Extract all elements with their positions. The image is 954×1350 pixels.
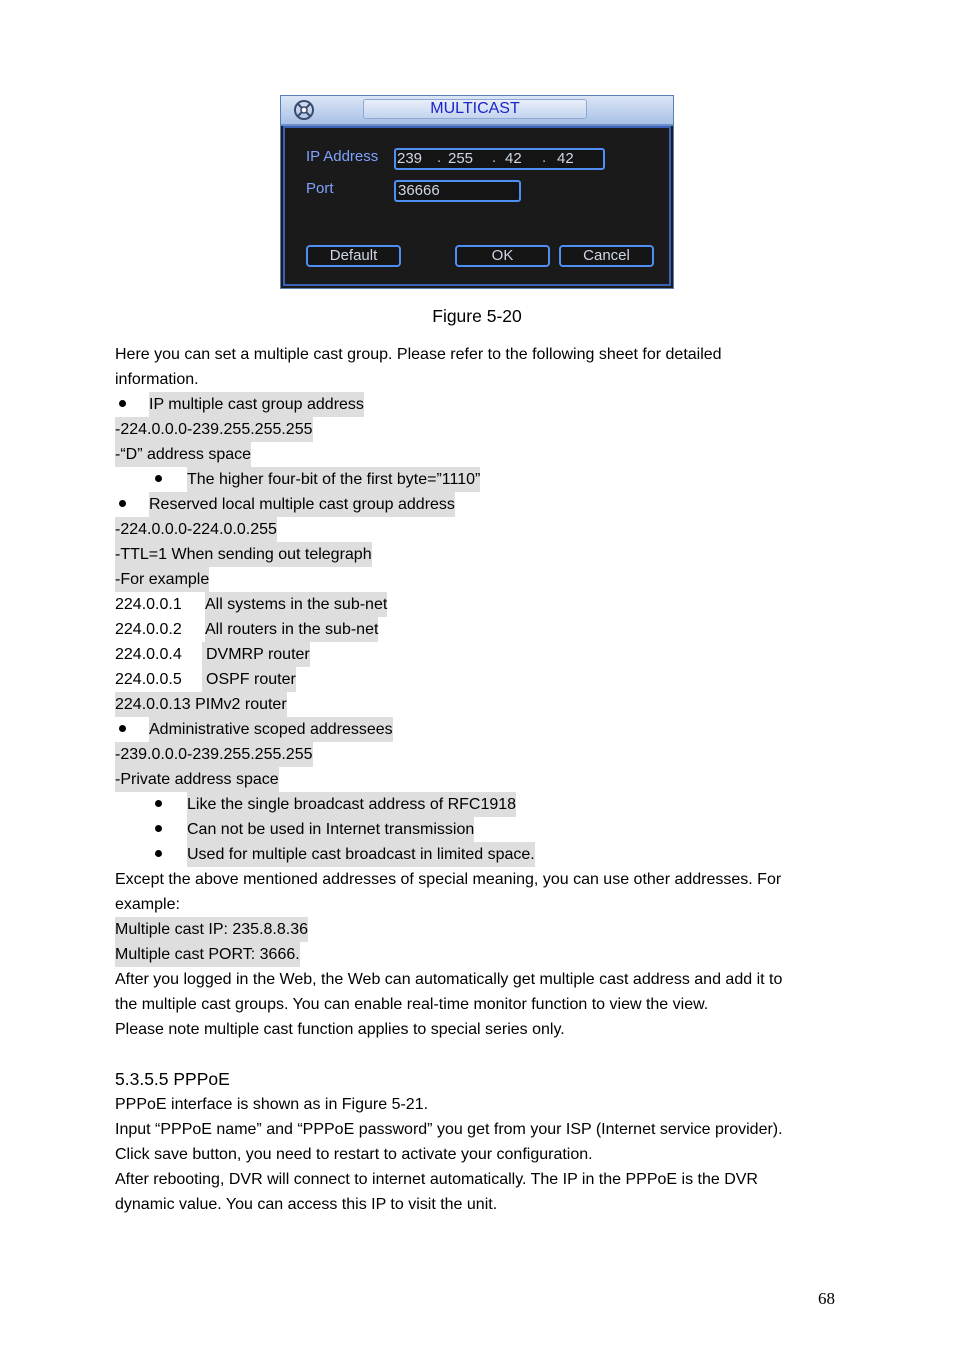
figure-caption: Figure 5-20 xyxy=(432,306,522,326)
bullet-icon xyxy=(155,825,162,832)
example-description: All systems in the sub-net xyxy=(205,592,387,617)
section-line: PPPoE interface is shown as in Figure 5-21. xyxy=(115,1096,429,1113)
ip-group-sub-bullet: The higher four-bit of the first byte=”1110” xyxy=(187,467,480,492)
dialog-title-bar xyxy=(281,96,673,126)
ip-address-label: IP Address xyxy=(306,148,379,165)
bullet-reserved: Reserved local multiple cast group address xyxy=(149,492,455,517)
ip-separator: . xyxy=(492,149,497,166)
reserved-example-label: -For example xyxy=(115,567,209,592)
example-port: Multiple cast PORT: 3666. xyxy=(115,942,300,967)
ip-octet-3[interactable]: 42 xyxy=(505,150,522,167)
admin-sub-bullet: Can not be used in Internet transmission xyxy=(187,817,474,842)
except-line: Except the above mentioned addresses of special meaning, you can use other addresses. For xyxy=(115,871,782,888)
bullet-icon xyxy=(119,400,126,407)
example-address: 224.0.0.5 xyxy=(115,671,182,688)
cancel-button[interactable]: Cancel xyxy=(559,245,654,267)
dialog-title: MULTICAST xyxy=(363,99,587,119)
intro-line: information. xyxy=(115,371,199,388)
example-ip: Multiple cast IP: 235.8.8.36 xyxy=(115,917,308,942)
ip-separator: . xyxy=(542,149,547,166)
reserved-ttl: -TTL=1 When sending out telegraph xyxy=(115,542,372,567)
example-description: DVMRP router xyxy=(202,642,310,667)
section-heading: 5.3.5.5 PPPoE xyxy=(115,1069,230,1089)
bullet-admin: Administrative scoped addressees xyxy=(149,717,393,742)
admin-range: -239.0.0.0-239.255.255.255 xyxy=(115,742,313,767)
bullet-icon xyxy=(155,800,162,807)
bullet-icon xyxy=(155,850,162,857)
port-input[interactable]: 36666 xyxy=(394,180,521,202)
except-line: example: xyxy=(115,896,180,913)
admin-sub-bullet: Used for multiple cast broadcast in limited space. xyxy=(187,842,535,867)
after-line: the multiple cast groups. You can enable real-time monitor function to view the view. xyxy=(115,996,709,1013)
example-description: OSPF router xyxy=(202,667,296,692)
section-line: Click save button, you need to restart to activate your configuration. xyxy=(115,1146,593,1163)
example-description: All routers in the sub-net xyxy=(205,617,378,642)
ok-button[interactable]: OK xyxy=(455,245,550,267)
ip-group-range: -224.0.0.0-239.255.255.255 xyxy=(115,417,313,442)
ip-octet-4[interactable]: 42 xyxy=(557,150,574,167)
section-line: Input “PPPoE name” and “PPPoE password” you get from your ISP (Internet service provider). xyxy=(115,1121,783,1138)
admin-space: -Private address space xyxy=(115,767,279,792)
bullet-icon xyxy=(119,725,126,732)
page-number: 68 xyxy=(818,1289,835,1308)
section-line: dynamic value. You can access this IP to visit the unit. xyxy=(115,1196,498,1213)
dialog-body xyxy=(283,126,671,286)
app-logo-icon xyxy=(289,98,319,122)
bullet-ip-group: IP multiple cast group address xyxy=(149,392,364,417)
bullet-icon xyxy=(155,475,162,482)
reserved-range: -224.0.0.0-224.0.0.255 xyxy=(115,517,277,542)
example-address: 224.0.0.4 xyxy=(115,646,182,663)
example-address: 224.0.0.1 xyxy=(115,596,182,613)
ip-separator: . xyxy=(437,149,442,166)
intro-line: Here you can set a multiple cast group. Please refer to the following sheet for detailed xyxy=(115,346,722,363)
admin-sub-bullet: Like the single broadcast address of RFC1918 xyxy=(187,792,516,817)
ip-octet-2[interactable]: 255 xyxy=(448,150,474,167)
ip-address-input[interactable] xyxy=(394,148,605,170)
section-line: After rebooting, DVR will connect to internet automatically. The IP in the PPPoE is the DVR xyxy=(115,1171,758,1188)
after-line: After you logged in the Web, the Web can automatically get multiple cast address and add it to xyxy=(115,971,783,988)
example-address: 224.0.0.2 xyxy=(115,621,182,638)
bullet-icon xyxy=(119,500,126,507)
default-button[interactable]: Default xyxy=(306,245,401,267)
after-line: Please note multiple cast function applies to special series only. xyxy=(115,1021,565,1038)
ip-group-space: -“D” address space xyxy=(115,442,251,467)
port-label: Port xyxy=(306,180,334,197)
last-example: 224.0.0.13 PIMv2 router xyxy=(115,692,287,717)
ip-octet-1[interactable]: 239 xyxy=(397,150,423,167)
multicast-dialog xyxy=(280,95,674,289)
